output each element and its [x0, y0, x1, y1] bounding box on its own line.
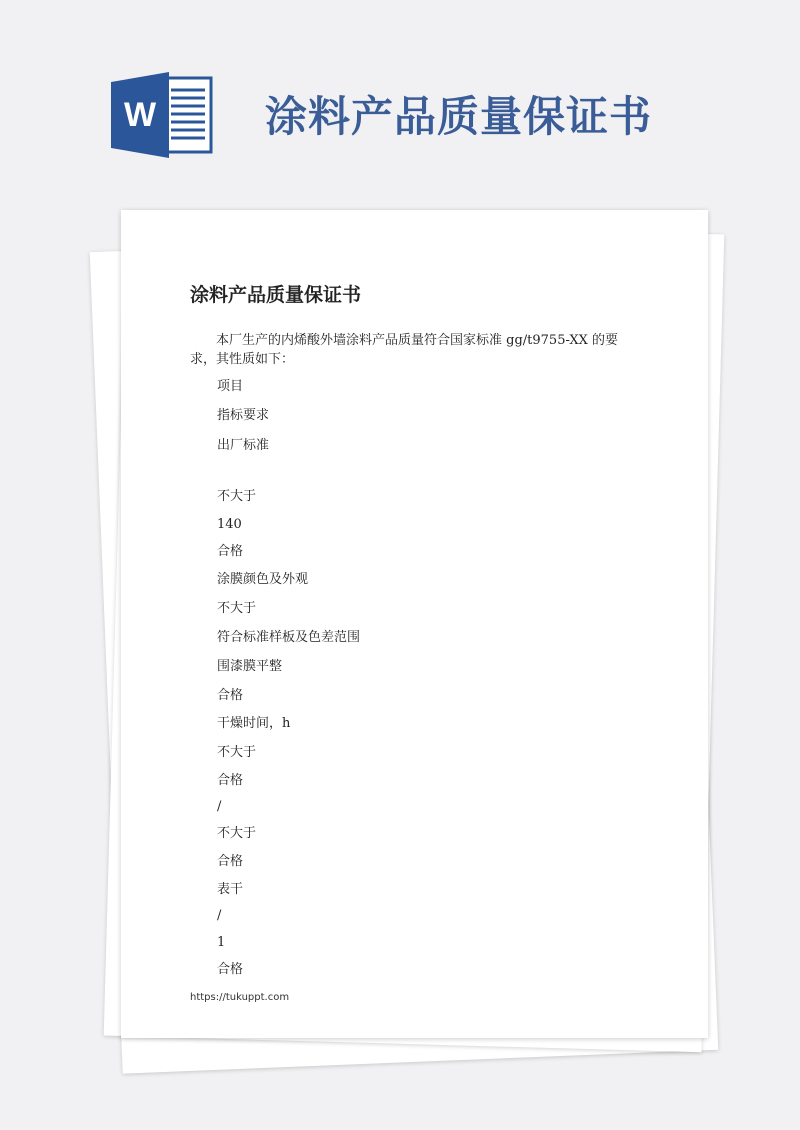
- list-item: 不大于: [217, 489, 257, 504]
- list-item: 合格: [217, 854, 244, 869]
- list-item: /: [217, 799, 222, 814]
- list-item: 合格: [217, 962, 244, 977]
- list-item: 不大于: [217, 826, 257, 841]
- list-item: 合格: [217, 688, 244, 703]
- list-item: 合格: [217, 773, 244, 788]
- list-item: 项目: [217, 379, 244, 394]
- list-item: 1: [217, 935, 226, 950]
- list-item: 不大于: [217, 601, 257, 616]
- list-item: 干燥时间，h: [217, 716, 291, 731]
- list-item: 指标要求: [217, 408, 270, 423]
- list-item: /: [217, 908, 222, 923]
- list-item: 合格: [217, 544, 244, 559]
- list-item: 出厂标准: [217, 438, 270, 453]
- list-item: 符合标准样板及色差范围: [217, 630, 361, 645]
- document-title: 涂料产品质量保证书: [190, 284, 362, 306]
- banner-title: 涂料产品质量保证书: [265, 92, 653, 141]
- word-logo-letter: W: [123, 96, 157, 134]
- list-item: 140: [217, 517, 242, 532]
- list-item: 不大于: [217, 745, 257, 760]
- list-item: 表干: [217, 882, 244, 897]
- document-intro: 本厂生产的内烯酸外墙涂料产品质量符合国家标准 gg/t9755-XX 的要求，其性质如下：: [190, 333, 619, 367]
- spec-list: [217, 0, 617, 1000]
- list-item: 涂膜颜色及外观: [217, 572, 309, 587]
- list-item: 围漆膜平整: [217, 659, 283, 674]
- source-url: https://tukuppt.com: [190, 992, 290, 1003]
- word-document-icon: [111, 72, 215, 158]
